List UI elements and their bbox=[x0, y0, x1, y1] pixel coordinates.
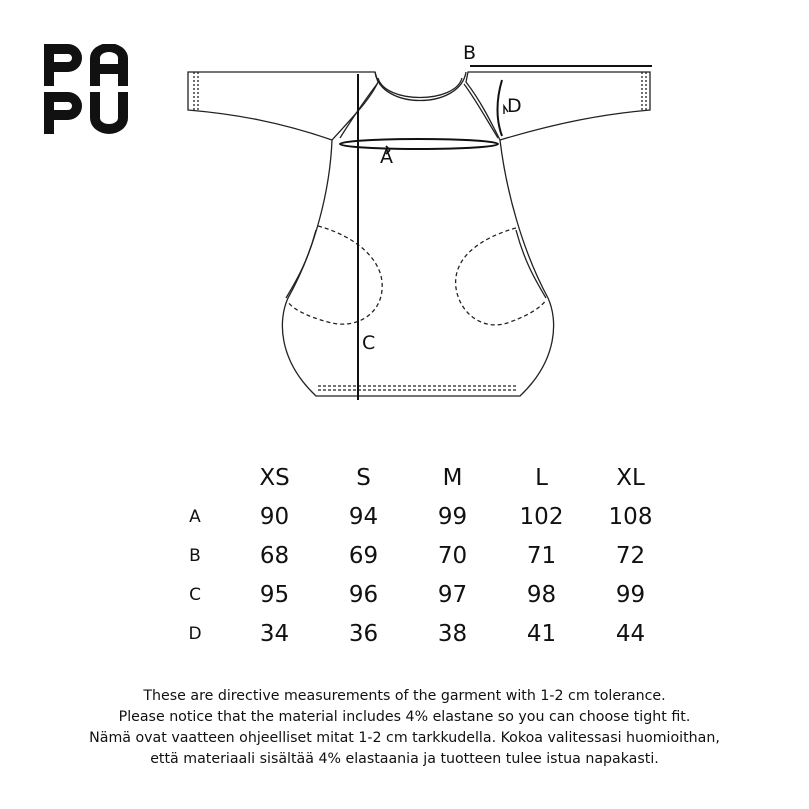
measure-b-label: B bbox=[463, 42, 477, 64]
neckline-inner bbox=[378, 78, 462, 98]
size-header-xl: XL bbox=[616, 464, 645, 491]
table-cell: 72 bbox=[615, 542, 646, 569]
logo-letter-p1 bbox=[44, 44, 82, 86]
table-cell: 108 bbox=[608, 503, 653, 530]
garment-diagram bbox=[180, 40, 660, 410]
table-cell: 36 bbox=[348, 620, 379, 647]
measure-d-label: D bbox=[507, 95, 522, 117]
row-label: B bbox=[189, 545, 201, 566]
tolerance-note bbox=[20, 686, 789, 770]
table-row bbox=[160, 575, 675, 614]
table-corner bbox=[160, 458, 230, 497]
right-pocket-bag bbox=[456, 228, 546, 325]
note-line: These are directive measurements of the garment with 1-2 cm tolerance. bbox=[143, 688, 666, 704]
table-cell: 69 bbox=[348, 542, 379, 569]
size-chart-table bbox=[160, 458, 675, 653]
left-pocket-opening bbox=[286, 230, 316, 298]
table-cell: 90 bbox=[259, 503, 290, 530]
logo-letter-a bbox=[90, 44, 128, 86]
row-label: A bbox=[189, 506, 201, 527]
table-cell: 38 bbox=[437, 620, 468, 647]
note-line: Nämä ovat vaatteen ohjeelliset mitat 1-2 cm tarkkudella. Kokoa valitessasi huomioithan, bbox=[89, 730, 720, 746]
logo-letter-u bbox=[90, 92, 128, 134]
table-cell: 44 bbox=[615, 620, 646, 647]
papu-logo bbox=[44, 44, 128, 134]
size-header-row bbox=[160, 458, 675, 497]
table-cell: 96 bbox=[348, 581, 379, 608]
table-cell: 98 bbox=[526, 581, 557, 608]
table-row bbox=[160, 497, 675, 536]
hem-stitch bbox=[318, 386, 518, 390]
logo-letter-p2 bbox=[44, 92, 82, 134]
table-cell: 71 bbox=[526, 542, 557, 569]
left-pocket-bag bbox=[288, 226, 382, 324]
table-cell: 70 bbox=[437, 542, 468, 569]
table-cell: 102 bbox=[519, 503, 564, 530]
table-cell: 95 bbox=[259, 581, 290, 608]
table-cell: 99 bbox=[437, 503, 468, 530]
note-line: että materiaali sisältää 4% elastaania ja tuotteen tulee istua napakasti. bbox=[150, 751, 659, 767]
left-sleeve bbox=[188, 72, 378, 140]
note-line: Please notice that the material includes 4% elastane so you can choose tight fit. bbox=[118, 709, 691, 725]
table-cell: 99 bbox=[615, 581, 646, 608]
measure-d-line bbox=[498, 80, 503, 136]
body-outline bbox=[282, 140, 553, 396]
neckline bbox=[375, 72, 466, 101]
right-cuff bbox=[642, 72, 646, 110]
size-header-l: L bbox=[535, 464, 548, 491]
row-label: D bbox=[188, 623, 202, 644]
table-cell: 68 bbox=[259, 542, 290, 569]
size-header-xs: XS bbox=[259, 464, 290, 491]
row-label: C bbox=[189, 584, 201, 605]
measure-a-label: A bbox=[380, 146, 393, 168]
table-cell: 97 bbox=[437, 581, 468, 608]
table-cell: 41 bbox=[526, 620, 557, 647]
size-header-m: M bbox=[442, 464, 463, 491]
table-row bbox=[160, 614, 675, 653]
measure-a-line bbox=[340, 139, 498, 149]
table-row bbox=[160, 536, 675, 575]
raglan-right bbox=[464, 84, 498, 138]
size-header-s: S bbox=[356, 464, 371, 491]
right-pocket-opening bbox=[516, 230, 546, 298]
table-cell: 34 bbox=[259, 620, 290, 647]
measure-c-label: C bbox=[362, 332, 376, 354]
left-cuff bbox=[194, 72, 198, 110]
table-cell: 94 bbox=[348, 503, 379, 530]
